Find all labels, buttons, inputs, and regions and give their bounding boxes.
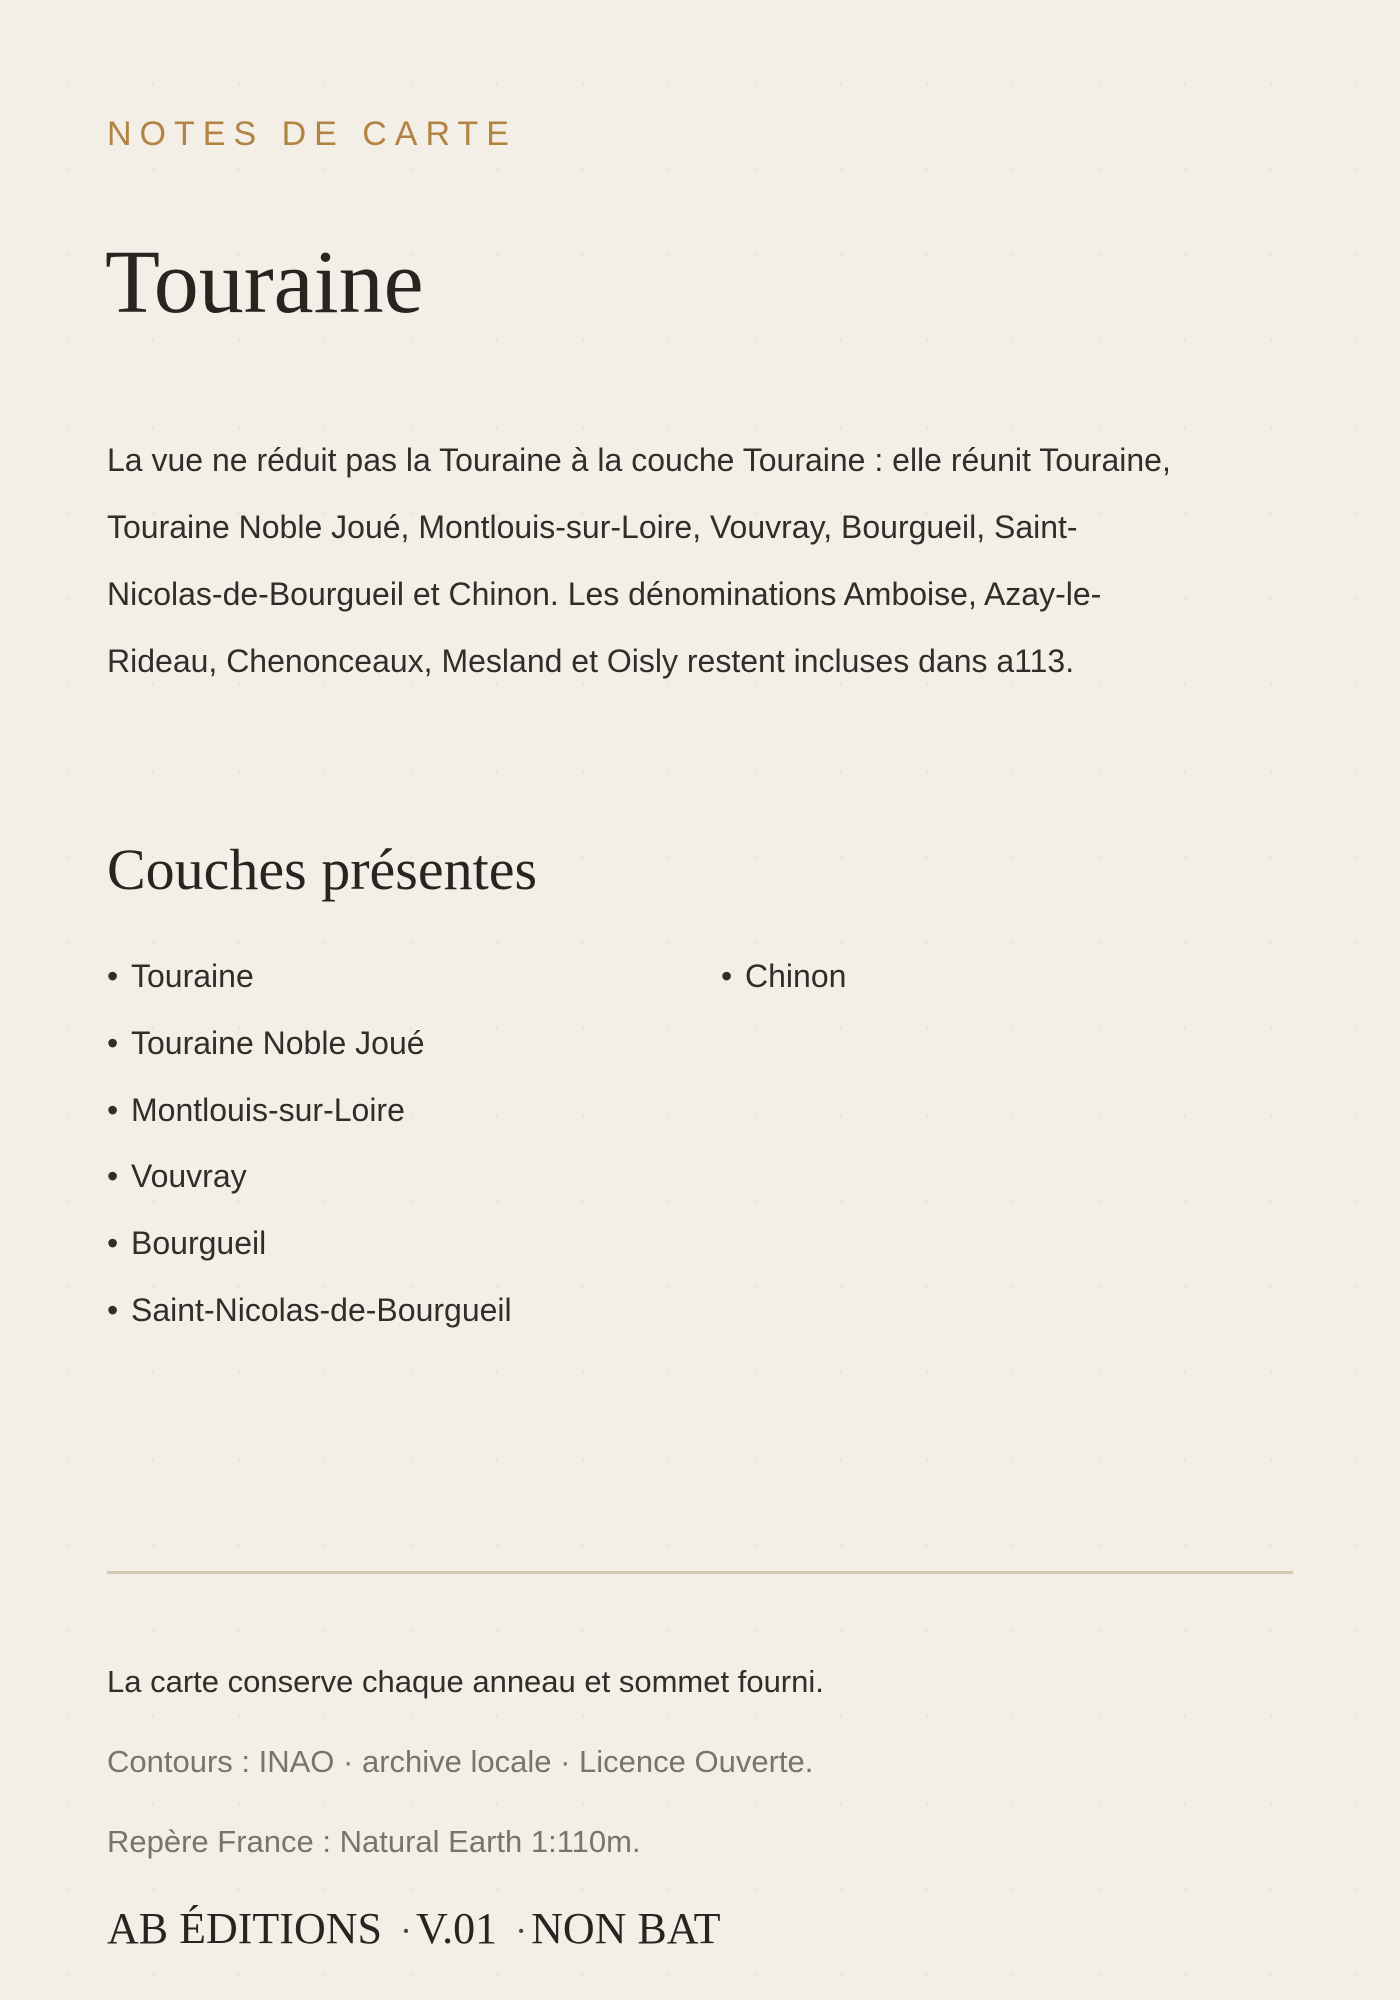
list-item bbox=[107, 1210, 721, 1277]
bullet-icon: • bbox=[107, 1024, 119, 1061]
bullet-icon: • bbox=[107, 1158, 119, 1195]
layers-list bbox=[107, 943, 1207, 1344]
version-label: V.01 bbox=[415, 1904, 498, 1953]
list-item bbox=[107, 1143, 721, 1210]
layer-name: Touraine bbox=[131, 958, 254, 994]
reference-credit: Repère France : Natural Earth 1:110m. bbox=[107, 1824, 641, 1859]
layer-name: Montlouis-sur-Loire bbox=[131, 1091, 405, 1128]
bullet-icon: • bbox=[107, 1091, 119, 1128]
list-item bbox=[107, 1077, 721, 1144]
list-item bbox=[107, 1010, 721, 1077]
bullet-icon: • bbox=[721, 958, 733, 994]
footer-note: La carte conserve chaque anneau et sommet fourni. bbox=[107, 1664, 824, 1699]
eyebrow-label: NOTES DE CARTE bbox=[107, 115, 517, 153]
publisher-name: AB ÉDITIONS bbox=[107, 1904, 382, 1953]
map-notes-page bbox=[107, 0, 1293, 2000]
colophon bbox=[107, 1905, 721, 1953]
source-credit: Contours : INAO · archive locale · Licence Ouverte. bbox=[107, 1744, 814, 1779]
layer-name: Chinon bbox=[745, 958, 847, 994]
layer-name: Touraine Noble Joué bbox=[131, 1024, 425, 1061]
list-item bbox=[107, 1277, 721, 1344]
status-label: NON BAT bbox=[531, 1904, 721, 1953]
layers-heading: Couches présentes bbox=[107, 837, 538, 902]
list-item bbox=[107, 943, 721, 1010]
layer-name: Vouvray bbox=[131, 1158, 247, 1195]
footer-divider bbox=[107, 1571, 1293, 1574]
layer-name: Saint-Nicolas-de-Bourgueil bbox=[131, 1291, 512, 1328]
list-item bbox=[721, 943, 1207, 1010]
bullet-icon: • bbox=[107, 1291, 119, 1328]
bullet-icon: • bbox=[107, 958, 119, 994]
layer-name: Bourgueil bbox=[131, 1225, 267, 1262]
page-title: Touraine bbox=[105, 233, 424, 332]
separator: · bbox=[515, 1911, 528, 1951]
separator: · bbox=[399, 1911, 412, 1951]
intro-paragraph: La vue ne réduit pas la Touraine à la couche Touraine : elle réunit Touraine, Touraine Noble Joué, Montlouis-sur-Loire, Vouvray, Bourgueil, Saint-Nicolas-de-Bourgueil et Chinon. Les dénominations Amboise, Azay-le-Rideau, Chenonceaux, Mesland et Oisly restent incluses dans a113. bbox=[107, 442, 1171, 679]
bullet-icon: • bbox=[107, 1225, 119, 1262]
